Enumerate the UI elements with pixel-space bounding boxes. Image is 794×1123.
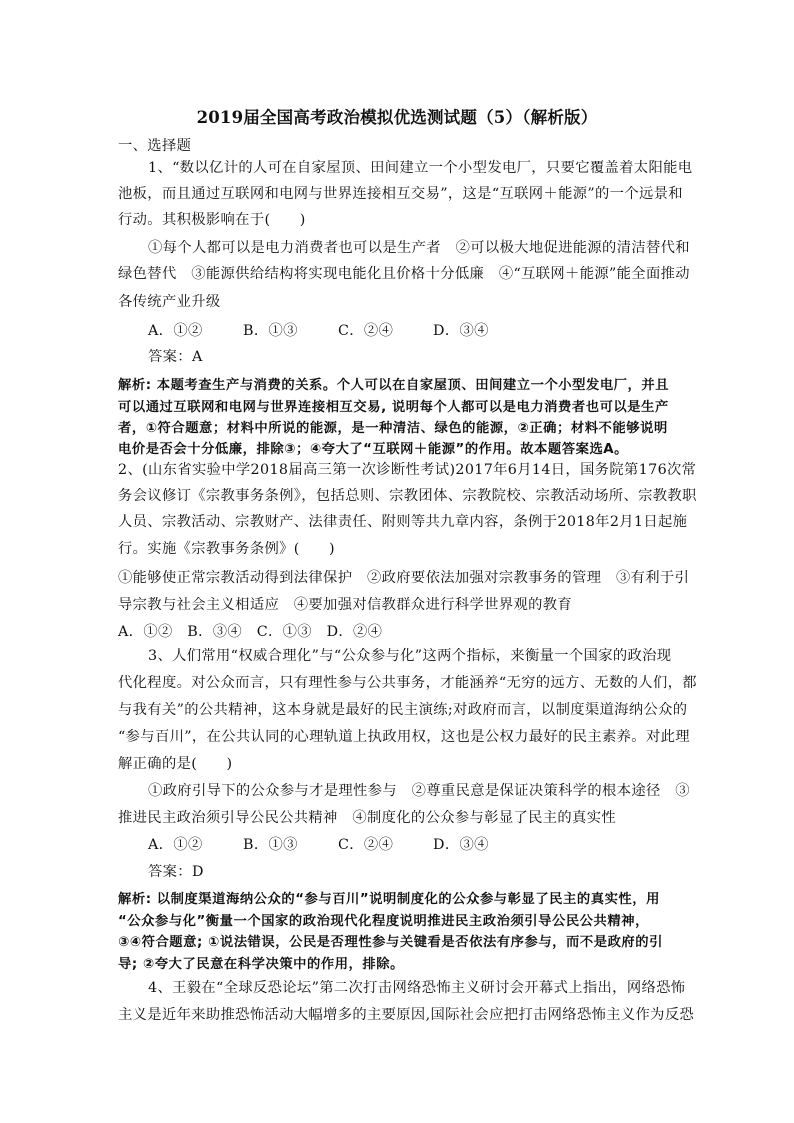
q1-answer: 答案：A <box>148 349 203 365</box>
q3-option-c: C．②④ <box>338 837 394 853</box>
q2-statement-line: 导宗教与社会主义相适应 ④要加强对信教群众进行科学世界观的教育 <box>118 597 573 613</box>
q2-stem-line: 务会议修订《宗教事务条例》，包括总则、宗教团体、宗教院校、宗教活动场所、宗教教职 <box>118 488 697 504</box>
q3-options <box>148 835 708 855</box>
q3-option-d: D．③④ <box>433 837 489 853</box>
q3-stem-line: “参与百川”，在公共认同的心理轨道上执政用权，这也是公权力最好的民主素养。对此理 <box>118 729 690 745</box>
q1-stem-line: 池板，而且通过互联网和电网与世界连接相互交易”，这是“互联网＋能源”的一个远景和 <box>118 186 683 202</box>
q2-stem-line: 人员、宗教活动、宗教财产、法律责任、附则等共九章内容，条例于2018年2月1日起施 <box>118 514 688 530</box>
q2-stem-line: 行。实施《宗教事务条例》( ) <box>118 541 335 557</box>
q2-statement-line: ①能够使正常宗教活动得到法律保护 ②政府要依法加强对宗教事务的管理 ③有利于引 <box>118 570 690 586</box>
q1-analysis-line: 可以通过互联网和电网与世界连接相互交易, 说明每个人都可以是电力消费者也可以是生产 <box>118 400 669 415</box>
q3-option-b: B．①③ <box>243 837 298 853</box>
q2-stem-line: 2、(山东省实验中学2018届高三第一次诊断性考试)2017年6月14日，国务院第176次常 <box>118 462 697 478</box>
q1-option-d: D．③④ <box>433 323 489 339</box>
q3-analysis-line: ③④符合题意; ①说法错误，公民是否理性参与关键看是否依法有序参与，而不是政府的引 <box>118 935 663 950</box>
q3-stem-line: 与我有关”的公共精神，这本身就是最好的民主演练;对政府而言，以制度渠道海纳公众的 <box>118 702 688 718</box>
q1-options <box>148 321 708 341</box>
page-title: 2019届全国高考政治模拟优选测试题（5）（解析版） <box>196 108 598 127</box>
q3-stem-line: 3、人们常用“权威合理化”与“公众参与化”这两个指标，来衡量一个国家的政治现 <box>148 648 672 664</box>
q1-analysis-line: 电价是否会十分低廉，排除③；④夸大了“互联网＋能源”的作用。故本题答案选A。 <box>118 442 628 457</box>
q1-analysis-line: 者，①符合题意；材料中所说的能源，是一种清洁、绿色的能源，②正确；材料不能够说明 <box>118 421 668 436</box>
q1-statement-line: ①每个人都可以是电力消费者也可以是生产者 ②可以极大地促进能源的清洁替代和 <box>148 240 690 256</box>
q1-option-b: B．①③ <box>243 323 298 339</box>
q3-option-a: A．①② <box>148 837 203 853</box>
q3-statement-line: 推进民主政治须引导公民公共精神 ④制度化的公众参与彰显了民主的真实性 <box>118 810 616 826</box>
q1-statement-line: 各传统产业升级 <box>118 294 221 310</box>
q1-statement-line: 绿色替代 ③能源供给结构将实现电能化且价格十分低廉 ④“互联网＋能源”能全面推动 <box>118 266 690 282</box>
q3-analysis-line: 导; ②夸大了民意在科学决策中的作用，排除。 <box>118 957 404 972</box>
q1-option-c: C．②④ <box>338 323 394 339</box>
q1-option-a: A．①② <box>148 323 203 339</box>
q3-stem-line: 代化程度。对公众而言，只有理性参与公共事务，才能涵养“无穷的远方、无数的人们，都 <box>118 675 697 691</box>
section-heading: 一、选择题 <box>118 138 192 154</box>
q1-stem-line: 1、“数以亿计的人可在自家屋顶、田间建立一个小型发电厂，只要它覆盖着太阳能电 <box>148 160 693 176</box>
q3-analysis-line: “公众参与化”衡量一个国家的政治现代化程度说明推进民主政治须引导公民公共精神， <box>118 914 649 929</box>
q3-analysis-line: 解析: 以制度渠道海纳公众的“参与百川”说明制度化的公众参与彰显了民主的真实性，用 <box>118 892 660 907</box>
q3-statement-line: ①政府引导下的公众参与才是理性参与 ②尊重民意是保证决策科学的根本途径 ③ <box>148 783 690 799</box>
q2-options: A．①② B．③④ C．①③ D．②④ <box>118 624 383 640</box>
q1-stem-line: 行动。其积极影响在于( ) <box>118 212 306 228</box>
q3-stem-line: 解正确的是( ) <box>118 756 233 772</box>
q4-stem-line: 4、王毅在“全球反恐论坛”第二次打击网络恐怖主义研讨会开幕式上指出，网络恐怖 <box>148 980 686 996</box>
q1-analysis-line: 解析: 本题考查生产与消费的关系。个人可以在自家屋顶、田间建立一个小型发电厂，并且 <box>118 378 670 393</box>
q3-answer: 答案：D <box>148 864 204 880</box>
q4-stem-line: 主义是近年来助推恐怖活动大幅增多的主要原因,国际社会应把打击网络恐怖主义作为反恐 <box>118 1007 695 1023</box>
